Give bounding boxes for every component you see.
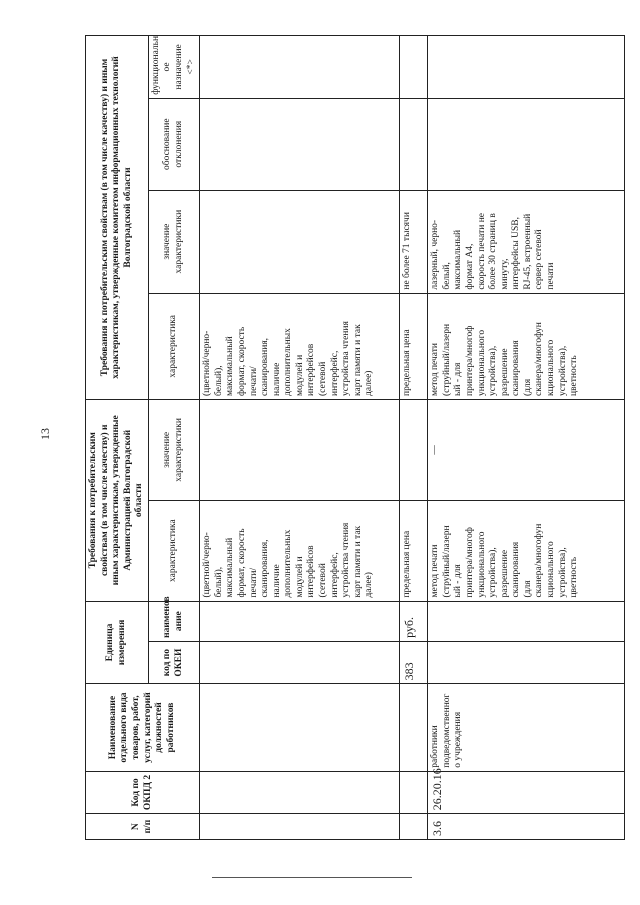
- cell-admin-characteristic: предельная цена: [400, 500, 428, 601]
- cell-okpd: 26.20.16: [428, 771, 625, 814]
- cell-admin-value: —: [428, 400, 625, 501]
- cell-unit-name: [200, 601, 400, 641]
- header-justification: обоснование отклонения: [148, 98, 199, 190]
- cell-n: [200, 814, 400, 840]
- cell-committee-value: [200, 190, 400, 293]
- cell-okei: [200, 641, 400, 684]
- header-admin-value: значение характеристики: [148, 400, 199, 501]
- cell-function: [200, 36, 400, 99]
- requirements-table: [85, 35, 625, 840]
- cell-admin-characteristic: метод печати (струйный/лазерн ый - для принтера/многоф ункционального устройства), разрешение сканирования (для сканера/многофун кционального устройства), цветность: [428, 500, 625, 601]
- cell-unit-name: руб.: [400, 601, 428, 641]
- rotated-table-wrapper: [85, 35, 625, 840]
- cell-admin-characteristic: (цветной/черно- белый), максимальный формат, скорость печати/ сканирования, наличие дополнительных модулей и интерфейсов (сетевой интерфейс, устройства чтения карт памяти и так далее): [200, 500, 400, 601]
- cell-name: [400, 684, 428, 771]
- cell-committee-characteristic: (цветной/черно- белый), максимальный формат, скорость печати/ сканирования, наличие дополнительных модулей и интерфейсов (сетевой интерфейс, устройства чтения карт памяти и так далее): [200, 293, 400, 399]
- cell-justification: [400, 98, 428, 190]
- table-row: [400, 36, 428, 840]
- header-n: N п/п: [86, 814, 200, 840]
- cell-unit-name: [428, 601, 625, 641]
- cell-committee-characteristic: предельная цена: [400, 293, 428, 399]
- cell-committee-value: лазерный, черно- белый, максимальный формат А4, скорость печати не более 30 страниц в минуту, интерфейсы USB, RJ-45, встроенный сервер сетевой печати: [428, 190, 625, 293]
- cell-admin-value: [400, 400, 428, 501]
- footer-divider: [212, 877, 412, 878]
- cell-justification: [200, 98, 400, 190]
- header-okpd: Код по ОКПД 2: [86, 771, 200, 814]
- cell-okei: 383: [400, 641, 428, 684]
- header-admin-characteristic: характеристика: [148, 500, 199, 601]
- page-number: 13: [38, 428, 52, 440]
- cell-n: [400, 814, 428, 840]
- header-unit-name: наименов ание: [148, 601, 199, 641]
- cell-function: [400, 36, 428, 99]
- header-unit: Единица измерения: [86, 601, 149, 684]
- table-row: [200, 36, 400, 840]
- header-committee-value: значение характеристики: [148, 190, 199, 293]
- cell-name: работники подведомственног о учреждения: [428, 684, 625, 771]
- cell-function: [428, 36, 625, 99]
- header-okei: код по ОКЕИ: [148, 641, 199, 684]
- cell-committee-value: не более 71 тысячи: [400, 190, 428, 293]
- cell-okpd: [200, 771, 400, 814]
- header-name: Наименование отдельного вида товаров, работ, услуг, категорий должностей работников: [86, 684, 200, 771]
- cell-committee-characteristic: метод печати (струйный/лазерн ый - для принтера/многоф ункционального устройства), разрешение сканирования (для сканера/многофун кционального устройства), цветность: [428, 293, 625, 399]
- cell-okpd: [400, 771, 428, 814]
- header-function: функциональн ое назначение <*>: [148, 36, 199, 99]
- cell-admin-value: [200, 400, 400, 501]
- cell-name: [200, 684, 400, 771]
- cell-okei: [428, 641, 625, 684]
- cell-justification: [428, 98, 625, 190]
- header-committee-requirements: Требования к потребительским свойствам (в том числе качеству) и иным характеристикам, утвержденные комитетом информационных технологий Волгоградской области: [86, 36, 149, 400]
- table-row: [428, 36, 625, 840]
- header-committee-characteristic: характеристика: [148, 293, 199, 399]
- header-admin-requirements: Требования к потребительским свойствам (в том числе качеству) и иным характеристикам, утвержденные Администрацией Волгоградской области: [86, 400, 149, 602]
- cell-n: 3.6: [428, 814, 625, 840]
